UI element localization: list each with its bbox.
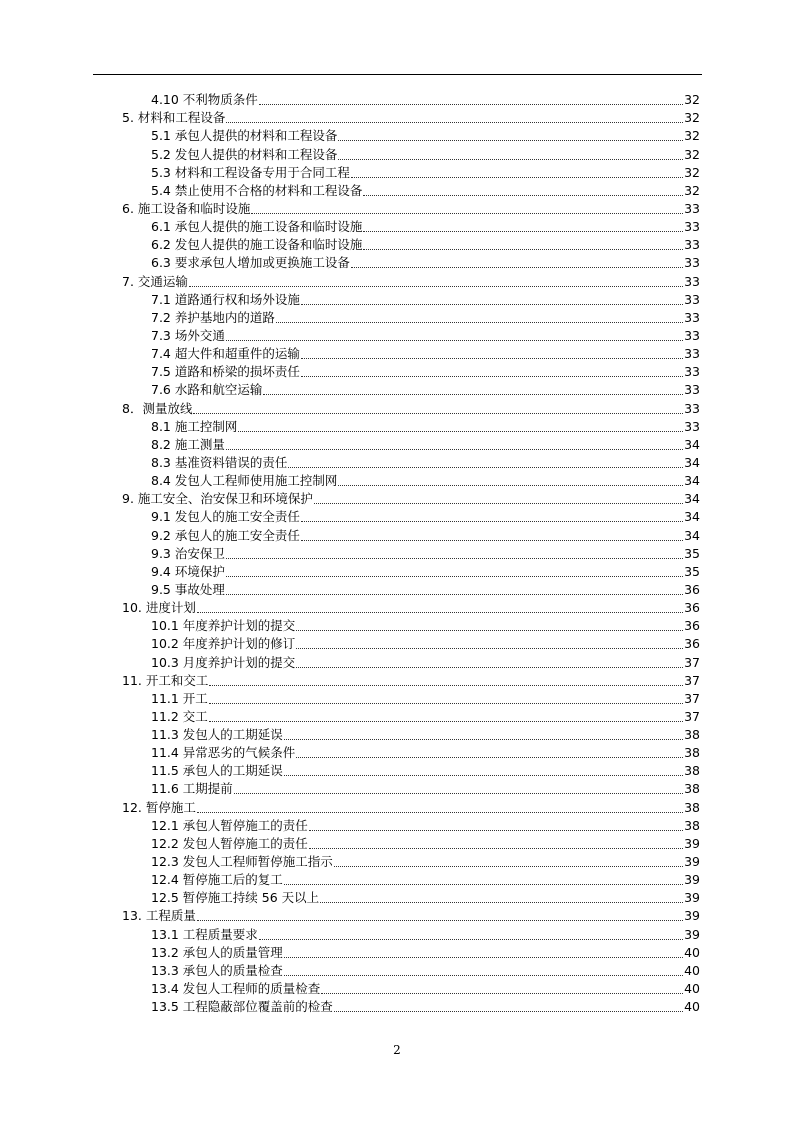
toc-section-entry[interactable]: [122, 526, 700, 544]
toc-dot-leader: [309, 848, 683, 849]
toc-entry-title: 7.5 道路和桥梁的损坏责任: [151, 364, 300, 380]
toc-dot-leader: [301, 376, 683, 377]
toc-page-number: 33: [684, 400, 700, 416]
toc-page-number: 33: [684, 237, 700, 253]
toc-section-entry[interactable]: [122, 980, 700, 998]
toc-page-number: 37: [684, 690, 700, 706]
toc-page-number: 38: [684, 817, 700, 833]
toc-entry-title: 7.6 水路和航空运输: [151, 382, 263, 398]
toc-page-number: 37: [684, 672, 700, 688]
toc-dot-leader: [296, 757, 683, 758]
toc-section-entry[interactable]: [122, 998, 700, 1016]
toc-section-entry[interactable]: [122, 762, 700, 780]
toc-dot-leader: [338, 159, 683, 160]
toc-page-number: 34: [684, 473, 700, 489]
toc-section-entry[interactable]: [122, 182, 700, 200]
toc-section-entry[interactable]: [122, 436, 700, 454]
toc-page-number: 38: [684, 727, 700, 743]
toc-dot-leader: [234, 793, 683, 794]
toc-section-entry[interactable]: [122, 363, 700, 381]
toc-chapter-entry[interactable]: [122, 672, 700, 690]
toc-section-entry[interactable]: [122, 780, 700, 798]
toc-entry-title: 8.1 施工控制网: [151, 418, 238, 434]
toc-section-entry[interactable]: [122, 871, 700, 889]
toc-page-number: 40: [684, 981, 700, 997]
toc-page-number: 32: [684, 110, 700, 126]
toc-dot-leader: [309, 830, 683, 831]
toc-entry-title: 7. 交通运输: [122, 273, 188, 289]
toc-dot-leader: [284, 957, 683, 958]
toc-dot-leader: [284, 775, 683, 776]
toc-entry-title: 5.4 禁止使用不合格的材料和工程设备: [151, 182, 363, 198]
toc-page-number: 32: [684, 128, 700, 144]
toc-entry-title: 9.4 环境保护: [151, 563, 225, 579]
toc-section-entry[interactable]: [122, 617, 700, 635]
toc-entry-title: 11.4 异常恶劣的气候条件: [151, 745, 296, 761]
toc-section-entry[interactable]: [122, 726, 700, 744]
toc-entry-title: 10.1 年度养护计划的提交: [151, 618, 296, 634]
toc-page-number: 33: [684, 255, 700, 271]
toc-page-number: 32: [684, 92, 700, 108]
toc-page-number: 38: [684, 799, 700, 815]
toc-section-entry[interactable]: [122, 127, 700, 145]
toc-section-entry[interactable]: [122, 508, 700, 526]
toc-entry-title: 12.2 发包人暂停施工的责任: [151, 835, 308, 851]
toc-dot-leader: [301, 521, 683, 522]
toc-dot-leader: [226, 576, 683, 577]
toc-section-entry[interactable]: [122, 835, 700, 853]
toc-section-entry[interactable]: [122, 345, 700, 363]
toc-section-entry[interactable]: [122, 418, 700, 436]
toc-entry-title: 10.2 年度养护计划的修订: [151, 636, 296, 652]
toc-page-number: 32: [684, 164, 700, 180]
toc-page-number: 33: [684, 309, 700, 325]
toc-section-entry[interactable]: [122, 309, 700, 327]
toc-entry-title: 7.3 场外交通: [151, 327, 225, 343]
toc-chapter-entry[interactable]: [122, 798, 700, 816]
toc-dot-leader: [301, 358, 683, 359]
toc-entry-title: 5.1 承包人提供的材料和工程设备: [151, 128, 338, 144]
toc-chapter-entry[interactable]: [122, 200, 700, 218]
toc-dot-leader: [363, 231, 683, 232]
toc-dot-leader: [263, 394, 683, 395]
toc-dot-leader: [284, 884, 683, 885]
toc-dot-leader: [314, 503, 683, 504]
toc-dot-leader: [301, 304, 683, 305]
toc-dot-leader: [363, 249, 683, 250]
toc-entry-title: 10.3 月度养护计划的提交: [151, 654, 296, 670]
toc-dot-leader: [351, 267, 683, 268]
toc-page-number: 32: [684, 146, 700, 162]
toc-page-number: 36: [684, 581, 700, 597]
toc-page-number: 34: [684, 491, 700, 507]
toc-entry-title: 7.2 养护基地内的道路: [151, 309, 275, 325]
toc-chapter-entry[interactable]: [122, 599, 700, 617]
toc-entry-title: 11.2 交工: [151, 708, 208, 724]
toc-page-number: 35: [684, 563, 700, 579]
toc-entry-title: 6.3 要求承包人增加或更换施工设备: [151, 255, 350, 271]
toc-section-entry[interactable]: [122, 218, 700, 236]
toc-dot-leader: [334, 866, 683, 867]
toc-page-number: 34: [684, 454, 700, 470]
toc-section-entry[interactable]: [122, 889, 700, 907]
toc-entry-title: 7.4 超大件和超重件的运输: [151, 346, 300, 362]
toc-dot-leader: [251, 213, 683, 214]
toc-page-number: 32: [684, 182, 700, 198]
toc-dot-leader: [197, 812, 683, 813]
toc-dot-leader: [197, 612, 683, 613]
toc-page-number: 33: [684, 327, 700, 343]
header-rule: [93, 74, 702, 75]
toc-section-entry[interactable]: [122, 690, 700, 708]
toc-dot-leader: [226, 122, 683, 123]
toc-section-entry[interactable]: [122, 381, 700, 399]
toc-page-number: 33: [684, 200, 700, 216]
toc-page-number: 39: [684, 908, 700, 924]
toc-entry-title: 12. 暂停施工: [122, 799, 196, 815]
toc-page-number: 40: [684, 999, 700, 1015]
toc-dot-leader: [226, 340, 683, 341]
toc-entry-title: 11.6 工期提前: [151, 781, 233, 797]
toc-page-number: 36: [684, 600, 700, 616]
toc-dot-leader: [197, 920, 683, 921]
toc-section-entry[interactable]: [122, 635, 700, 653]
toc-dot-leader: [338, 140, 683, 141]
toc-page-number: 38: [684, 781, 700, 797]
toc-entry-title: 13. 工程质量: [122, 908, 196, 924]
toc-entry-title: 8．测量放线: [122, 400, 193, 416]
toc-dot-leader: [334, 1011, 683, 1012]
toc-section-entry[interactable]: [122, 653, 700, 671]
toc-dot-leader: [226, 594, 683, 595]
toc-page-number: 39: [684, 872, 700, 888]
toc-chapter-entry[interactable]: [122, 272, 700, 290]
toc-section-entry[interactable]: [122, 236, 700, 254]
toc-dot-leader: [320, 902, 683, 903]
toc-dot-leader: [363, 195, 683, 196]
toc-page-number: 36: [684, 636, 700, 652]
toc-entry-title: 11.5 承包人的工期延误: [151, 763, 283, 779]
toc-dot-leader: [259, 104, 683, 105]
toc-entry-title: 9. 施工安全、治安保卫和环境保护: [122, 491, 313, 507]
toc-dot-leader: [296, 667, 683, 668]
toc-dot-leader: [238, 431, 683, 432]
toc-section-entry[interactable]: [122, 91, 700, 109]
toc-page-number: 39: [684, 835, 700, 851]
toc-dot-leader: [259, 939, 683, 940]
toc-entry-title: 9.1 发包人的施工安全责任: [151, 509, 300, 525]
toc-section-entry[interactable]: [122, 291, 700, 309]
toc-section-entry[interactable]: [122, 744, 700, 762]
toc-entry-title: 10. 进度计划: [122, 600, 196, 616]
toc-dot-leader: [209, 721, 683, 722]
toc-page-number: 38: [684, 745, 700, 761]
toc-entry-title: 12.4 暂停施工后的复工: [151, 872, 283, 888]
toc-section-entry[interactable]: [122, 454, 700, 472]
page-number: 2: [393, 1043, 401, 1057]
toc-section-entry[interactable]: [122, 563, 700, 581]
toc-dot-leader: [321, 993, 683, 994]
toc-dot-leader: [296, 630, 683, 631]
table-of-contents: [122, 91, 700, 1016]
toc-section-entry[interactable]: [122, 164, 700, 182]
toc-dot-leader: [284, 975, 683, 976]
toc-entry-title: 13.3 承包人的质量检查: [151, 962, 283, 978]
toc-page-number: 34: [684, 527, 700, 543]
toc-section-entry[interactable]: [122, 327, 700, 345]
toc-section-entry[interactable]: [122, 962, 700, 980]
toc-entry-title: 9.2 承包人的施工安全责任: [151, 527, 300, 543]
toc-dot-leader: [301, 540, 683, 541]
toc-page-number: 40: [684, 962, 700, 978]
toc-page-number: 37: [684, 708, 700, 724]
toc-section-entry[interactable]: [122, 254, 700, 272]
toc-entry-title: 8.3 基准资料错误的责任: [151, 454, 288, 470]
toc-entry-title: 12.1 承包人暂停施工的责任: [151, 817, 308, 833]
toc-page-number: 33: [684, 273, 700, 289]
toc-dot-leader: [226, 449, 683, 450]
toc-entry-title: 6. 施工设备和临时设施: [122, 200, 251, 216]
toc-page-number: 39: [684, 854, 700, 870]
toc-dot-leader: [209, 703, 683, 704]
toc-entry-title: 13.4 发包人工程师的质量检查: [151, 981, 321, 997]
toc-entry-title: 8.4 发包人工程师使用施工控制网: [151, 473, 338, 489]
toc-section-entry[interactable]: [122, 853, 700, 871]
toc-dot-leader: [193, 413, 683, 414]
toc-section-entry[interactable]: [122, 944, 700, 962]
toc-entry-title: 5.3 材料和工程设备专用于合同工程: [151, 164, 350, 180]
toc-entry-title: 6.1 承包人提供的施工设备和临时设施: [151, 219, 363, 235]
toc-dot-leader: [284, 739, 683, 740]
toc-section-entry[interactable]: [122, 545, 700, 563]
toc-entry-title: 12.5 暂停施工持续 56 天以上: [151, 890, 320, 906]
toc-page-number: 36: [684, 618, 700, 634]
toc-dot-leader: [276, 322, 683, 323]
toc-entry-title: 13.2 承包人的质量管理: [151, 944, 283, 960]
toc-dot-leader: [189, 286, 683, 287]
toc-entry-title: 13.5 工程隐蔽部位覆盖前的检查: [151, 999, 333, 1015]
toc-entry-title: 11. 开工和交工: [122, 672, 209, 688]
toc-page-number: 34: [684, 509, 700, 525]
toc-entry-title: 5.2 发包人提供的材料和工程设备: [151, 146, 338, 162]
toc-entry-title: 6.2 发包人提供的施工设备和临时设施: [151, 237, 363, 253]
toc-chapter-entry[interactable]: [122, 109, 700, 127]
toc-section-entry[interactable]: [122, 925, 700, 943]
toc-section-entry[interactable]: [122, 581, 700, 599]
toc-entry-title: 7.1 道路通行权和场外设施: [151, 291, 300, 307]
toc-page-number: 33: [684, 219, 700, 235]
toc-entry-title: 4.10 不利物质条件: [151, 92, 258, 108]
toc-section-entry[interactable]: [122, 817, 700, 835]
toc-dot-leader: [288, 467, 683, 468]
toc-section-entry[interactable]: [122, 145, 700, 163]
toc-page-number: 38: [684, 763, 700, 779]
toc-section-entry[interactable]: [122, 708, 700, 726]
toc-page-number: 33: [684, 418, 700, 434]
toc-chapter-entry[interactable]: [122, 490, 700, 508]
toc-entry-title: 13.1 工程质量要求: [151, 926, 258, 942]
toc-entry-title: 9.5 事故处理: [151, 581, 225, 597]
toc-dot-leader: [209, 685, 683, 686]
toc-page-number: 34: [684, 436, 700, 452]
toc-chapter-entry[interactable]: [122, 907, 700, 925]
toc-dot-leader: [338, 485, 683, 486]
toc-page-number: 33: [684, 382, 700, 398]
toc-entry-title: 8.2 施工测量: [151, 436, 225, 452]
toc-dot-leader: [226, 558, 683, 559]
toc-page-number: 40: [684, 944, 700, 960]
toc-page-number: 33: [684, 346, 700, 362]
toc-page-number: 39: [684, 926, 700, 942]
toc-entry-title: 9.3 治安保卫: [151, 545, 225, 561]
toc-dot-leader: [351, 177, 683, 178]
toc-entry-title: 5. 材料和工程设备: [122, 110, 226, 126]
toc-entry-title: 11.3 发包人的工期延误: [151, 727, 283, 743]
toc-page-number: 35: [684, 545, 700, 561]
toc-dot-leader: [296, 648, 683, 649]
toc-entry-title: 11.1 开工: [151, 690, 208, 706]
toc-page-number: 37: [684, 654, 700, 670]
toc-section-entry[interactable]: [122, 472, 700, 490]
toc-entry-title: 12.3 发包人工程师暂停施工指示: [151, 854, 333, 870]
toc-page-number: 33: [684, 364, 700, 380]
toc-chapter-entry[interactable]: [122, 399, 700, 417]
toc-page-number: 39: [684, 890, 700, 906]
toc-page-number: 33: [684, 291, 700, 307]
